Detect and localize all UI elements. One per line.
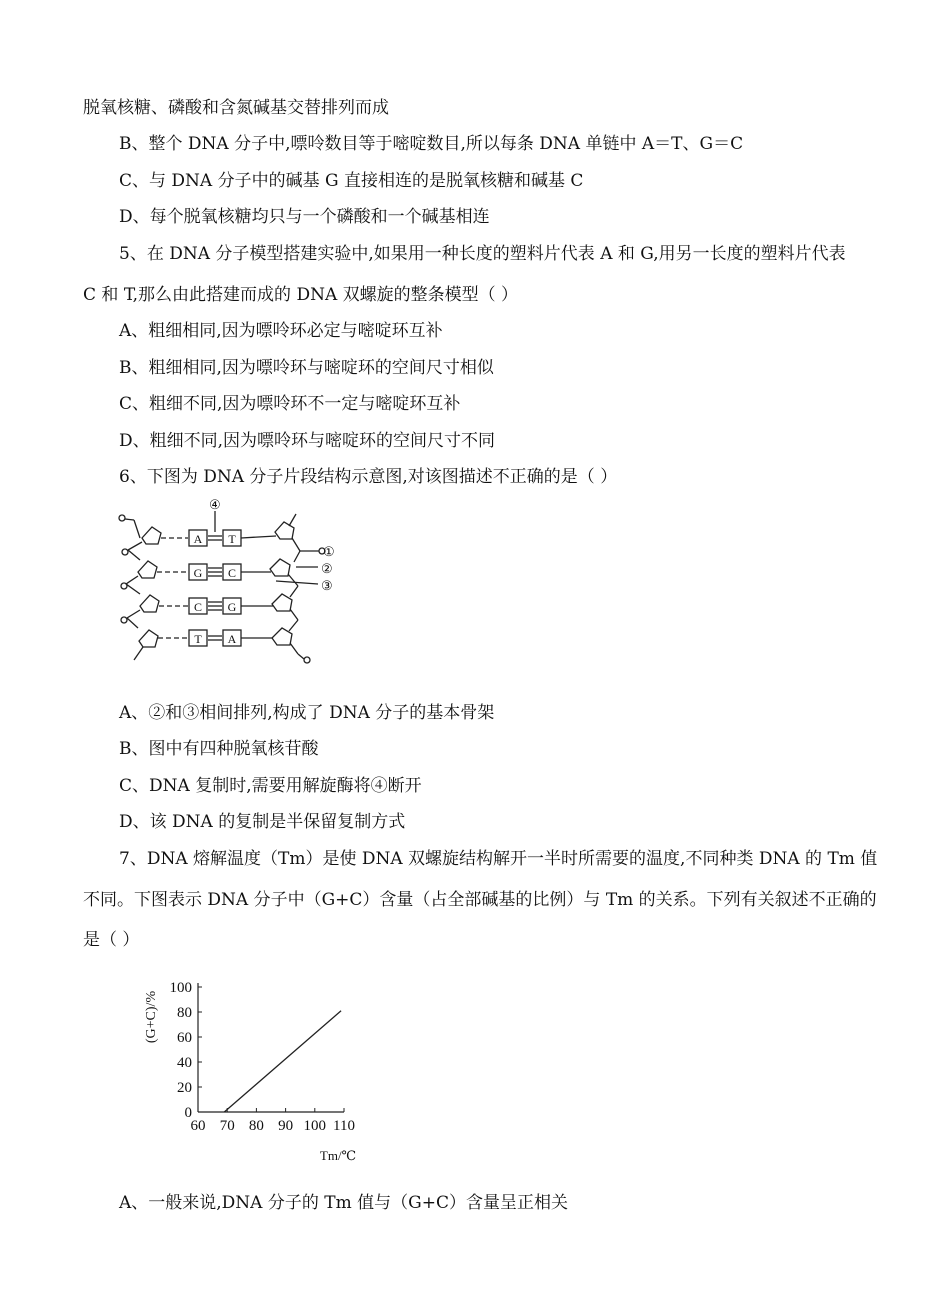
base-letter: T (194, 632, 202, 646)
q4-option-b: B、整个 DNA 分子中,嘌呤数目等于嘧啶数目,所以每条 DNA 单链中 A＝T、G＝C (119, 134, 744, 154)
x-tick-label: 80 (248, 1118, 264, 1134)
base-letter: G (227, 600, 237, 614)
base-letter: C (193, 600, 203, 614)
deoxyribose-pentagon (138, 561, 157, 578)
q7-option-a: A、一般来说,DNA 分子的 Tm 值与（G+C）含量呈正相关 (119, 1193, 568, 1213)
deoxyribose-pentagon (140, 595, 159, 612)
q7-stem-line1: 7、DNA 熔解温度（Tm）是使 DNA 双螺旋结构解开一半时所需要的温度,不同种类 DNA 的 Tm 值 (119, 849, 878, 869)
y-tick-label: 60 (177, 1030, 192, 1046)
base-letter: G (193, 566, 203, 580)
deoxyribose-pentagon (139, 630, 158, 647)
deoxyribose-pentagon (270, 559, 290, 576)
x-tick-label: 90 (278, 1118, 294, 1134)
q5-option-a: A、粗细相同,因为嘌呤环必定与嘧啶环互补 (119, 321, 443, 341)
phosphate-circle (304, 657, 310, 663)
q6-option-c: C、DNA 复制时,需要用解旋酶将④断开 (119, 776, 422, 796)
q7-stem-line2: 不同。下图表示 DNA 分子中（G+C）含量（占全部碱基的比例）与 Tm 的关系。下列有关叙述不正确的 (83, 890, 877, 910)
diagram-label-4: ④ (209, 497, 221, 512)
series-line (224, 1011, 341, 1112)
phosphate-circle (121, 617, 127, 623)
dna-structure-diagram (112, 496, 347, 668)
x-tick-label: 60 (190, 1118, 206, 1134)
x-tick-label: 100 (303, 1118, 327, 1134)
q5-stem-line2: C 和 T,那么由此搭建而成的 DNA 双螺旋的整条模型（ ） (83, 285, 519, 305)
q5-option-b: B、粗细相同,因为嘌呤环与嘧啶环的空间尺寸相似 (119, 358, 494, 378)
diagram-label-1: ① (323, 544, 335, 559)
q5-option-c: C、粗细不同,因为嘌呤环不一定与嘧啶环互补 (119, 394, 461, 414)
y-tick-label: 100 (169, 980, 192, 996)
q4-option-c: C、与 DNA 分子中的碱基 G 直接相连的是脱氧核糖和碱基 C (119, 171, 584, 191)
x-axis-label: Tm/℃ (319, 1148, 357, 1163)
q7-stem-line3: 是（ ） (83, 930, 140, 950)
q5-option-d: D、粗细不同,因为嘌呤环与嘧啶环的空间尺寸不同 (119, 431, 496, 451)
q4-continuation: 脱氧核糖、磷酸和含氮碱基交替排列而成 (83, 98, 389, 118)
y-tick-label: 0 (184, 1105, 192, 1121)
q4-option-d: D、每个脱氧核糖均只与一个磷酸和一个碱基相连 (119, 207, 490, 227)
deoxyribose-pentagon (275, 522, 294, 539)
phosphate-circle (119, 515, 125, 521)
y-axis-label: (G+C)/% (144, 990, 159, 1044)
base-letter: T (228, 532, 236, 546)
phosphate-circle (121, 583, 127, 589)
diagram-label-2: ② (321, 561, 333, 576)
diagram-label-3: ③ (321, 578, 333, 593)
x-tick-label: 110 (333, 1118, 355, 1134)
y-tick-label: 80 (177, 1005, 192, 1021)
base-letter: C (227, 566, 237, 580)
tm-gc-chart (138, 972, 378, 1168)
q6-option-b: B、图中有四种脱氧核苷酸 (119, 739, 319, 759)
q5-stem-line1: 5、在 DNA 分子模型搭建实验中,如果用一种长度的塑料片代表 A 和 G,用另一长度的塑料片代表 (119, 244, 846, 264)
deoxyribose-pentagon (142, 527, 161, 544)
y-tick-label: 40 (177, 1055, 192, 1071)
q6-option-d: D、该 DNA 的复制是半保留复制方式 (119, 812, 406, 832)
base-letter: A (193, 532, 203, 546)
q6-stem: 6、下图为 DNA 分子片段结构示意图,对该图描述不正确的是（ ） (119, 467, 618, 487)
y-tick-label: 20 (177, 1080, 192, 1096)
deoxyribose-pentagon (272, 594, 292, 611)
phosphate-circle (122, 549, 128, 555)
q6-option-a: A、②和③相间排列,构成了 DNA 分子的基本骨架 (119, 703, 495, 723)
base-letter: A (227, 632, 237, 646)
x-tick-label: 70 (219, 1118, 235, 1134)
